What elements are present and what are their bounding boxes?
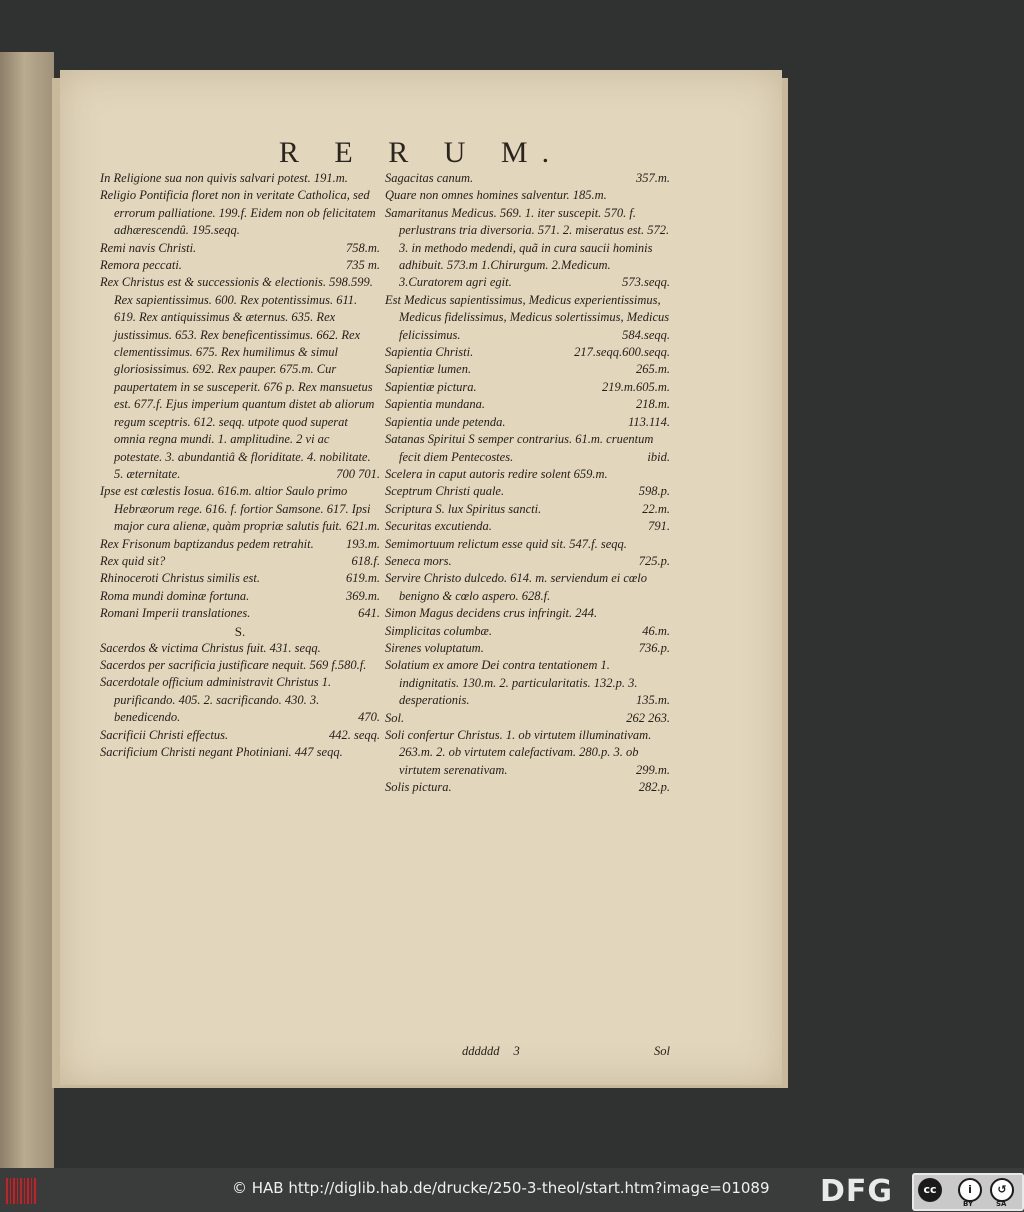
entry-page-reference: 219.m.605.m. <box>601 379 670 394</box>
index-entry <box>100 483 380 535</box>
index-entry <box>100 553 380 570</box>
cc-icon: cc <box>918 1178 942 1202</box>
catchword: Sol <box>654 1044 670 1058</box>
index-entry <box>100 257 380 274</box>
index-entry <box>385 570 670 605</box>
source-credit-link[interactable]: © HAB http://diglib.hab.de/drucke/250-3-theol/start.htm?image=01089 <box>232 1179 770 1197</box>
index-entry <box>100 744 380 761</box>
entry-text: Sceptrum Christi quale. <box>385 484 505 499</box>
entry-page-reference: 299.m. <box>635 762 670 777</box>
entry-page-reference: 265.m. <box>635 362 670 377</box>
entry-text: Sacerdotale officium administravit Christus 1. purificando. 405. 2. sacrificando. 430. 3. benedicendo. <box>100 675 332 725</box>
entry-text: Sacerdos & victima Christus fuit. 431. seqq. <box>100 640 321 655</box>
entry-page-reference: 736.p. <box>638 640 670 655</box>
entry-text: Rex Frisonum baptizandus pedem retrahit. <box>100 536 314 551</box>
entry-page-reference: 470. <box>358 710 380 725</box>
entry-text: Remora peccati. <box>100 258 182 273</box>
index-entry <box>385 640 670 657</box>
entry-page-reference: 619.m. <box>345 571 380 586</box>
entry-text: Sapientiæ lumen. <box>385 362 472 377</box>
entry-text: In Religione sua non quivis salvari potest. 191.m. <box>100 171 348 185</box>
index-entry <box>385 727 670 779</box>
entry-text: Simplicitas columbæ. <box>385 623 492 638</box>
page-heading: R E R U M. <box>278 136 564 169</box>
entry-text: Sapientia unde petenda. <box>385 414 506 429</box>
entry-page-reference: 442. seqq. <box>328 727 380 742</box>
entry-page-reference: 135.m. <box>635 693 670 708</box>
viewer-footer-bar <box>0 1168 1024 1212</box>
index-entry <box>100 570 380 587</box>
index-entry <box>385 414 670 431</box>
entry-page-reference: 369.m. <box>345 588 380 603</box>
by-label: BY <box>963 1200 974 1208</box>
index-entry <box>385 292 670 344</box>
index-entry <box>385 518 670 535</box>
entry-text: Satanas Spiritui S semper contrarius. 61.m. cruentum fecit diem Pentecostes. <box>385 432 654 464</box>
entry-text: Sirenes voluptatum. <box>385 640 484 655</box>
index-entry <box>385 379 670 396</box>
index-entry <box>385 205 670 292</box>
index-entry <box>100 605 380 622</box>
index-entry <box>385 483 670 500</box>
share-alike-icon: ↺ <box>990 1178 1014 1202</box>
index-entry <box>100 588 380 605</box>
index-entry <box>385 344 670 361</box>
entry-text: Simon Magus decidens crus infringit. 244. <box>385 606 598 621</box>
previous-page-edge <box>0 52 54 1168</box>
entry-text: Roma mundi dominæ fortuna. <box>100 588 250 603</box>
index-entry <box>385 657 670 709</box>
index-entry <box>385 501 670 518</box>
entry-page-reference: 193.m. <box>345 536 380 551</box>
index-entry <box>100 170 380 187</box>
signature-mark <box>462 1044 520 1059</box>
entry-page-reference: 618.f. <box>351 553 380 568</box>
index-entry <box>100 274 380 483</box>
dfg-logo: DFG <box>820 1174 894 1209</box>
section-letter: S. <box>234 623 246 639</box>
entry-page-reference: 735 m. <box>345 258 380 273</box>
index-entry <box>385 431 670 466</box>
entry-page-reference: 641. <box>358 606 380 621</box>
signature-number: 3 <box>513 1044 520 1058</box>
entry-text: Rhinoceroti Christus similis est. <box>100 571 260 586</box>
entry-text: Est Medicus sapientissimus, Medicus experientissimus, Medicus fidelissimus, Medicus solertissimus, Medicus felicissimus. <box>385 292 670 342</box>
entry-page-reference: 262 263. <box>626 710 670 725</box>
index-entry <box>385 623 670 640</box>
entry-page-reference: 217.seqq.600.seqq. <box>574 345 670 360</box>
index-entry <box>385 605 670 622</box>
entry-text: Scelera in caput autoris redire solent 659.m. <box>385 466 608 481</box>
entry-text: Seneca mors. <box>385 553 452 568</box>
entry-page-reference: 725.p. <box>638 553 670 568</box>
entry-page-reference: 22.m. <box>642 501 670 516</box>
index-entry <box>385 361 670 378</box>
entry-text: Sacrificium Christi negant Photiniani. 447 seqq. <box>100 745 343 759</box>
entry-text: Quare non omnes homines salventur. 185.m. <box>385 188 607 203</box>
index-entry <box>385 466 670 483</box>
index-entry <box>385 710 670 727</box>
entry-text: Solis pictura. <box>385 780 452 795</box>
entry-text: Ipse est cœlestis Iosua. 616.m. altior Saulo primo Hebræorum rege. 616. f. fortior Samsone. 617. Ipsi major cura alienæ, quàm propriæ salutis fuit. <box>100 484 371 534</box>
index-entry <box>100 674 380 726</box>
entry-page-reference: ibid. <box>647 449 670 464</box>
entry-text: Sagacitas canum. <box>385 171 474 185</box>
entry-page-reference: 700 701. <box>336 466 380 481</box>
index-entry <box>385 553 670 570</box>
right-index-column <box>385 170 670 797</box>
entry-text: Semimortuum relictum esse quid sit. 547.f. seqq. <box>385 536 627 551</box>
index-entry <box>385 187 670 204</box>
entry-text: Rex Christus est & successionis & electionis. 598.599. Rex sapientissimus. 600. Rex potentissimus. 611. 619. Rex antiquissimus & æternus. 635. Rex justissimus. 653. Rex beneficentissimus. 662. Rex clementissimus. 675. Rex humilimus & simul gloriosissimus. 692. Rex pauper. 675.m. Cur paupertatem in se susceperit. 676 p. Rex mansuetus est. 677.f. Ejus imperium quantum distet ab aliorum regum sceptris. 612. seqq. utpote quod superat omnia regna mundi. 1. amplitudine. 2 vi ac potestate. 3. abundantiâ & floriditate. 4. nobilitate. 5. æternitate. <box>100 275 375 481</box>
sa-label: SA <box>996 1200 1007 1208</box>
index-entry <box>100 187 380 239</box>
entry-page-reference: 573.seqq. <box>622 275 670 290</box>
entry-text: Sapientiæ pictura. <box>385 379 477 394</box>
entry-text: Solatium ex amore Dei contra tentationem 1. indignitatis. 130.m. 2. particularitatis. 132.p. 3. desperationis. <box>385 658 638 708</box>
entry-page-reference: 113.114. <box>628 414 670 429</box>
index-entry <box>385 396 670 413</box>
index-entry <box>100 240 380 257</box>
entry-text: Securitas excutienda. <box>385 519 492 534</box>
entry-text: Religio Pontificia floret non in veritate Catholica, sed errorum palliatione. 199.f. Eidem non ob felicitatem adhærescendû. 195.seqq. <box>100 188 376 238</box>
entry-page-reference: 621.m. <box>345 519 380 534</box>
entry-text: Sol. <box>385 710 405 725</box>
entry-text: Servire Christo dulcedo. 614. m. serviendum ei cœlo benigno & cœlo aspero. 628.f. <box>385 571 647 603</box>
signature-letters: dddddd <box>462 1044 500 1058</box>
book-page <box>60 70 782 1085</box>
entry-text: Romani Imperii translationes. <box>100 606 251 621</box>
entry-page-reference: 598.p. <box>638 484 670 499</box>
hab-barcode-logo <box>6 1178 36 1204</box>
entry-text: Rex quid sit? <box>100 553 166 568</box>
entry-page-reference: 791. <box>648 519 670 534</box>
entry-page-reference: 282.p. <box>638 780 670 795</box>
entry-page-reference: 758.m. <box>345 240 380 255</box>
entry-text: Samaritanus Medicus. 569. 1. iter suscepit. 570. f. perlustrans tria diversoria. 571. 2. miseratus est. 572. 3. in methodo medendi, quã in cura saucii hominis adhibuit. 573.m 1.Chirurgum. 2.Medicum. 3.Curatorem agri egit. <box>385 205 670 290</box>
entry-text: Soli confertur Christus. 1. ob virtutem illuminativam. 263.m. 2. ob virtutem calefactivam. 280.p. 3. ob virtutem serenativam. <box>385 728 652 777</box>
page-footer-line <box>462 1044 670 1059</box>
index-entry <box>100 657 380 674</box>
entry-text: Sapientia Christi. <box>385 345 474 360</box>
entry-page-reference: 584.seqq. <box>622 327 670 342</box>
index-entry <box>100 727 380 744</box>
entry-text: Remi navis Christi. <box>100 240 197 255</box>
entry-page-reference: 357.m. <box>635 171 670 185</box>
cc-license-badge[interactable] <box>912 1173 1024 1211</box>
entry-page-reference: 46.m. <box>642 623 670 638</box>
entry-text: Sapientia mundana. <box>385 397 485 412</box>
entry-text: Scriptura S. lux Spiritus sancti. <box>385 501 542 516</box>
entry-page-reference: 218.m. <box>635 397 670 412</box>
index-entry <box>100 640 380 657</box>
entry-text: Sacrificii Christi effectus. <box>100 727 229 742</box>
entry-text: Sacerdos per sacrificia justificare nequit. 569 f.580.f. <box>100 657 367 672</box>
index-entry <box>385 536 670 553</box>
attribution-icon: i <box>958 1178 982 1202</box>
left-index-column <box>100 170 380 761</box>
index-entry <box>100 536 380 553</box>
index-entry <box>385 170 670 187</box>
index-entry <box>385 779 670 796</box>
